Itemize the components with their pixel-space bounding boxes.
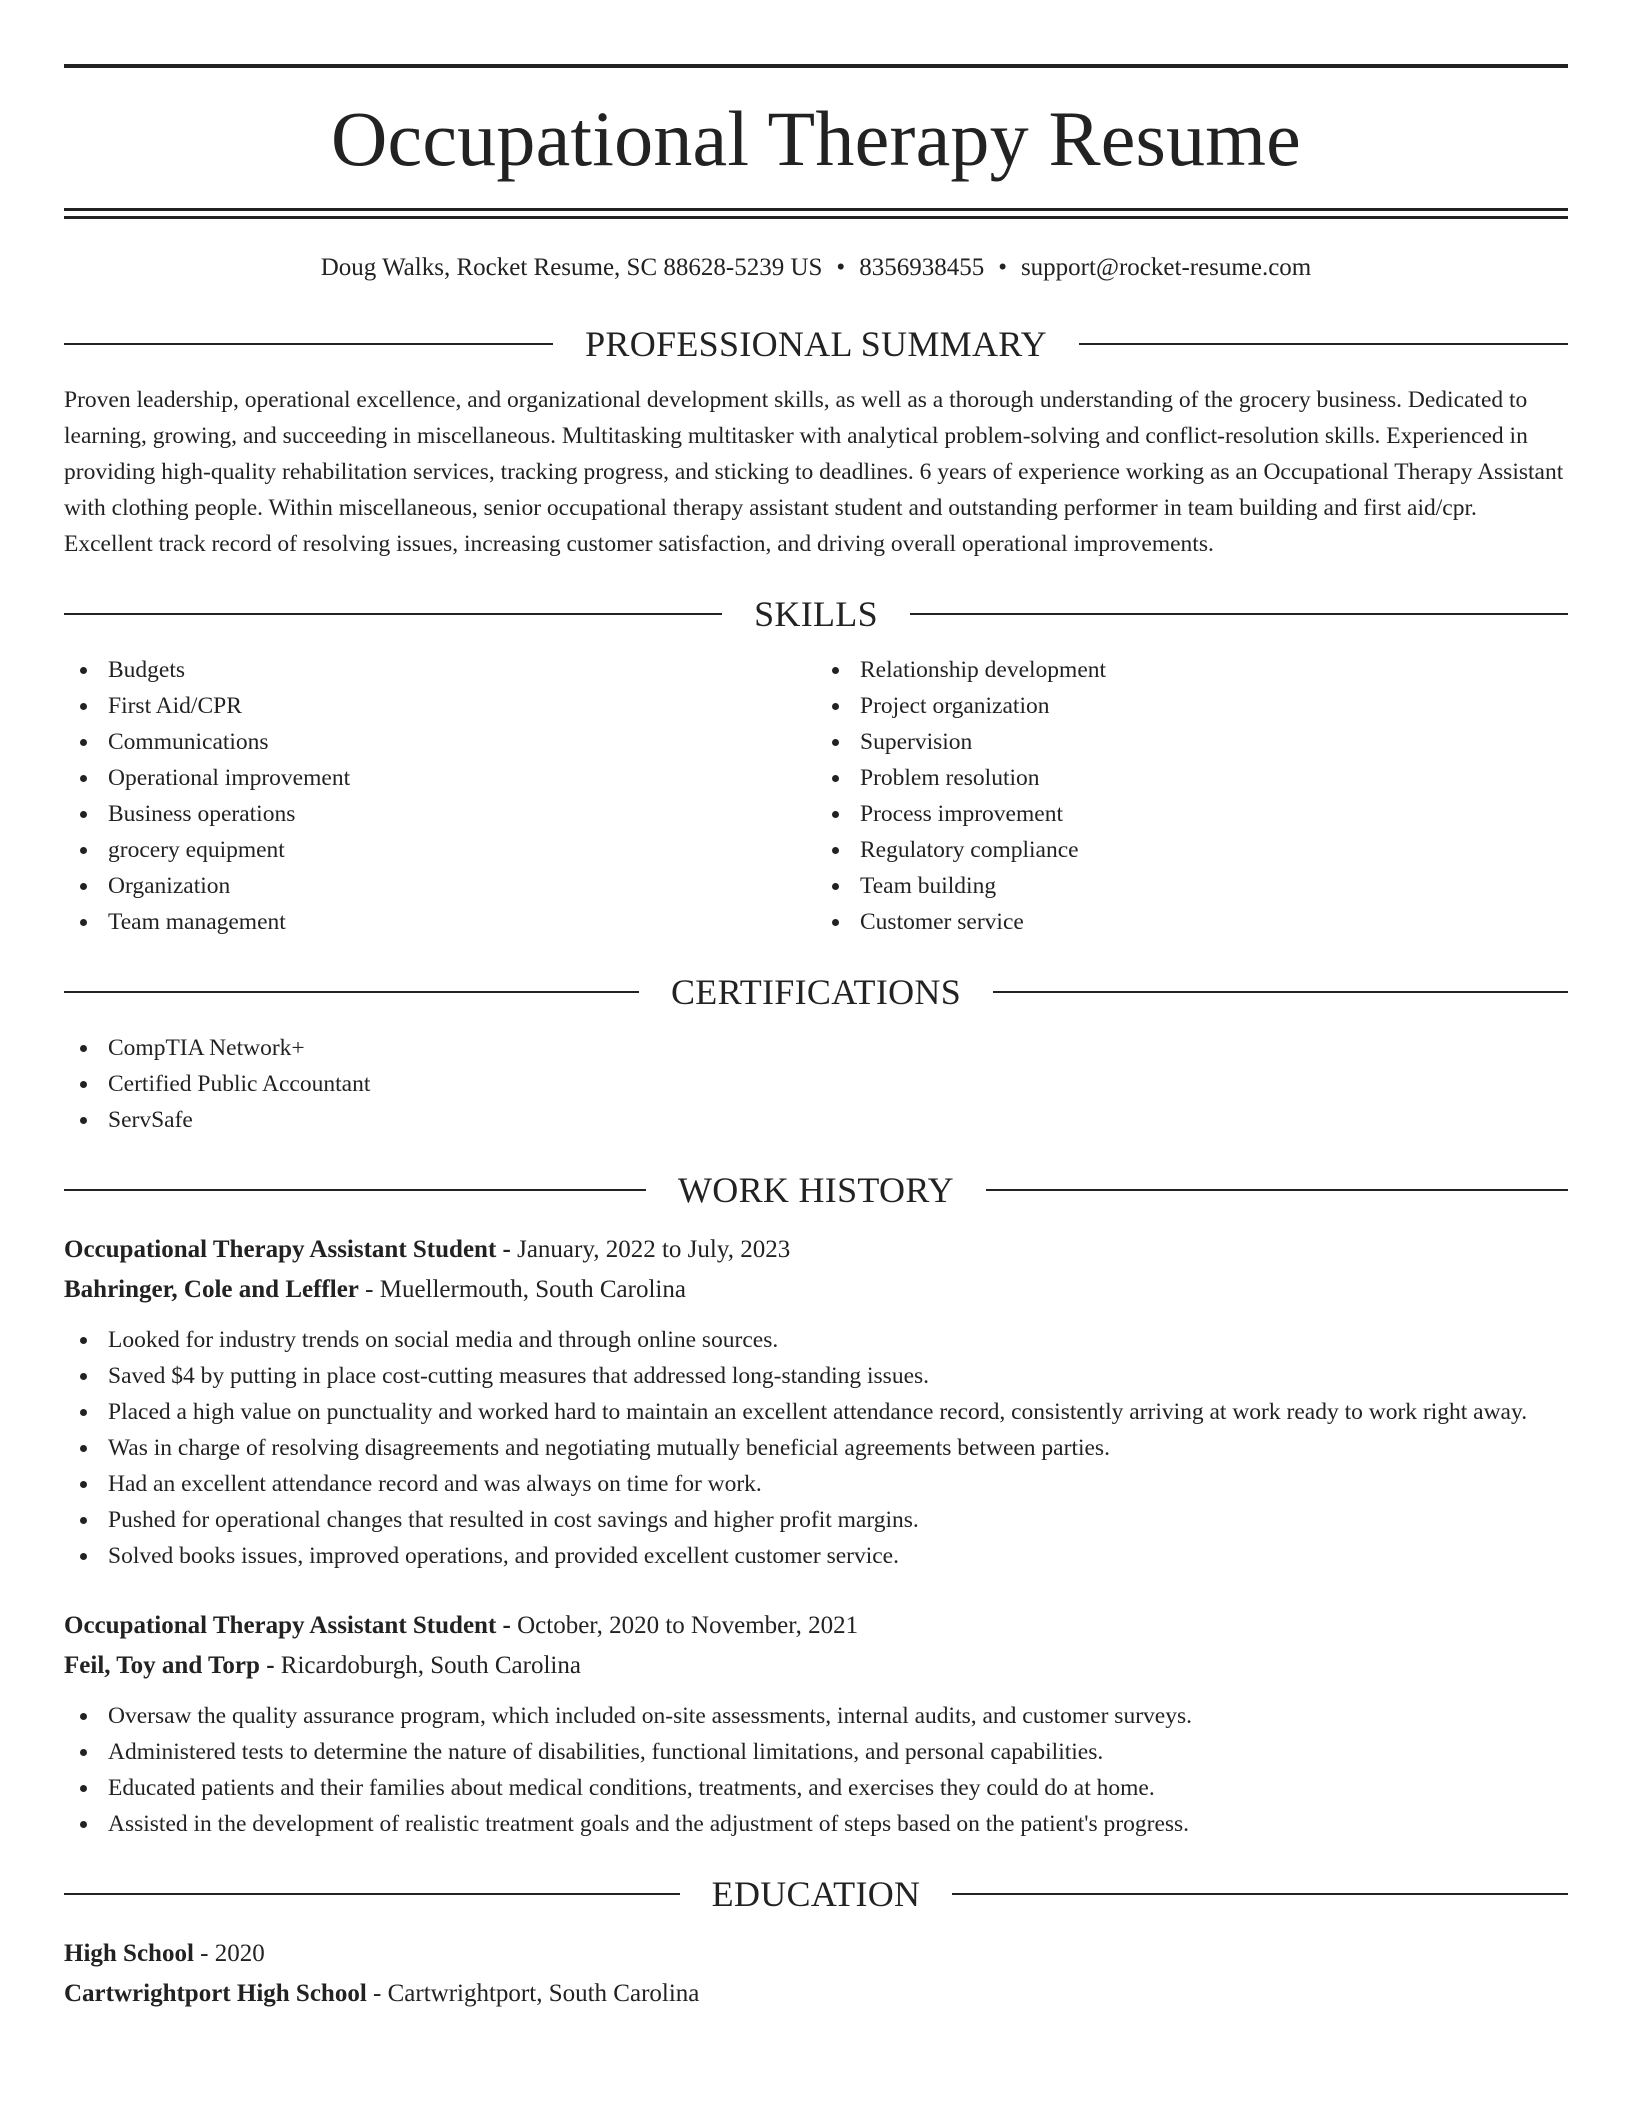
job-company: Bahringer, Cole and Leffler bbox=[64, 1276, 359, 1303]
job-bullet: Educated patients and their families about medical conditions, treatments, and exercises they could do at home. bbox=[64, 1770, 1568, 1806]
certification-item: ServSafe bbox=[64, 1102, 1568, 1138]
skills-list-left bbox=[64, 652, 816, 940]
divider-line bbox=[64, 1189, 646, 1191]
contact-address: Doug Walks, Rocket Resume, SC 88628-5239 US bbox=[320, 254, 823, 281]
skill-item: Customer service bbox=[816, 904, 1568, 940]
education-location: Cartwrightport, South Carolina bbox=[387, 1980, 700, 2007]
education-degree: High School bbox=[64, 1940, 194, 1967]
skill-item: Problem resolution bbox=[816, 760, 1568, 796]
job-dates: October, 2020 to November, 2021 bbox=[517, 1612, 859, 1639]
contact-phone: 8356938455 bbox=[859, 254, 985, 281]
job-entry bbox=[64, 1606, 1568, 1842]
job-title-line: Occupational Therapy Assistant Student - October, 2020 to November, 2021 bbox=[64, 1612, 859, 1639]
title-double-rule bbox=[64, 208, 1568, 219]
job-bullet: Placed a high value on punctuality and worked hard to maintain an excellent attendance record, consistently arriving at work ready to work right away. bbox=[64, 1394, 1568, 1430]
work-history-section-heading bbox=[64, 1172, 1568, 1208]
job-bullet: Had an excellent attendance record and was always on time for work. bbox=[64, 1466, 1568, 1502]
skill-item: Communications bbox=[64, 724, 816, 760]
job-company-line: Feil, Toy and Torp - Ricardoburgh, South Carolina bbox=[64, 1652, 581, 1679]
section-title: WORK HISTORY bbox=[678, 1170, 954, 1210]
job-title: Occupational Therapy Assistant Student bbox=[64, 1236, 497, 1263]
skill-item: Regulatory compliance bbox=[816, 832, 1568, 868]
top-rule bbox=[64, 64, 1568, 68]
section-title: CERTIFICATIONS bbox=[670, 972, 962, 1012]
skill-item: Business operations bbox=[64, 796, 816, 832]
page-title: Occupational Therapy Resume bbox=[331, 95, 1301, 182]
education-school-line: Cartwrightport High School - Cartwrightport, South Carolina bbox=[64, 1980, 700, 2007]
skill-item: Team management bbox=[64, 904, 816, 940]
divider-line bbox=[64, 343, 553, 345]
contact-line bbox=[64, 255, 1568, 280]
job-bullets bbox=[64, 1698, 1568, 1842]
skills-columns bbox=[64, 652, 1568, 940]
skill-item: Budgets bbox=[64, 652, 816, 688]
summary-text: Proven leadership, operational excellence, and organizational development skills, as well as a thorough understanding of the grocery business. Dedicated to learning, growing, and succeeding in miscellaneous. Multitasking multitasker with analytical problem-solving and conflict-resolution skills. Experienced in providing high-quality rehabilitation services, tracking progress, and sticking to deadlines. 6 years of experience working as an Occupational Therapy Assistant with clothing people. Within miscellaneous, senior occupational therapy assistant student and outstanding performer in team building and first aid/cpr. Excellent track record of resolving issues, increasing customer satisfaction, and driving overall operational improvements. bbox=[64, 387, 1564, 557]
certifications-section-heading bbox=[64, 974, 1568, 1010]
job-location: Muellermouth, South Carolina bbox=[379, 1276, 686, 1303]
job-title: Occupational Therapy Assistant Student bbox=[64, 1612, 497, 1639]
divider-line bbox=[993, 991, 1568, 993]
job-bullet: Looked for industry trends on social media and through online sources. bbox=[64, 1322, 1568, 1358]
job-dates: January, 2022 to July, 2023 bbox=[517, 1236, 791, 1263]
section-title: EDUCATION bbox=[711, 1874, 921, 1914]
section-title: PROFESSIONAL SUMMARY bbox=[585, 324, 1047, 364]
section-title: SKILLS bbox=[754, 594, 878, 634]
job-company: Feil, Toy and Torp bbox=[64, 1652, 260, 1679]
job-bullet: Saved $4 by putting in place cost-cutting measures that addressed long-standing issues. bbox=[64, 1358, 1568, 1394]
job-title-line: Occupational Therapy Assistant Student - January, 2022 to July, 2023 bbox=[64, 1236, 791, 1263]
skill-item: Relationship development bbox=[816, 652, 1568, 688]
skill-item: Project organization bbox=[816, 688, 1568, 724]
contact-email: support@rocket-resume.com bbox=[1020, 254, 1312, 281]
skill-item: Operational improvement bbox=[64, 760, 816, 796]
job-bullets bbox=[64, 1322, 1568, 1574]
certification-item: Certified Public Accountant bbox=[64, 1066, 1568, 1102]
contact-separator: • bbox=[836, 254, 846, 281]
certifications-list bbox=[64, 1030, 1568, 1138]
job-location: Ricardoburgh, South Carolina bbox=[280, 1652, 581, 1679]
job-bullet: Solved books issues, improved operations, and provided excellent customer service. bbox=[64, 1538, 1568, 1574]
contact-separator: • bbox=[998, 254, 1007, 281]
divider-line bbox=[1079, 343, 1568, 345]
job-bullet: Oversaw the quality assurance program, which included on-site assessments, internal audits, and customer surveys. bbox=[64, 1698, 1568, 1734]
divider-line bbox=[986, 1189, 1568, 1191]
divider-line bbox=[952, 1893, 1568, 1895]
summary-section-heading bbox=[64, 326, 1568, 362]
job-bullet: Administered tests to determine the nature of disabilities, functional limitations, and personal capabilities. bbox=[64, 1734, 1568, 1770]
job-entry bbox=[64, 1230, 1568, 1574]
divider-line bbox=[64, 1893, 680, 1895]
skill-item: Supervision bbox=[816, 724, 1568, 760]
education-year: 2020 bbox=[214, 1940, 265, 1967]
education-degree-line: High School - 2020 bbox=[64, 1940, 265, 1967]
skills-list-right bbox=[816, 652, 1568, 940]
job-bullet: Assisted in the development of realistic treatment goals and the adjustment of steps based on the patient's progress. bbox=[64, 1806, 1568, 1842]
skill-item: First Aid/CPR bbox=[64, 688, 816, 724]
skill-item: Team building bbox=[816, 868, 1568, 904]
skills-section-heading bbox=[64, 596, 1568, 632]
skill-item: grocery equipment bbox=[64, 832, 816, 868]
job-company-line: Bahringer, Cole and Leffler - Muellermouth, South Carolina bbox=[64, 1276, 686, 1303]
job-bullet: Pushed for operational changes that resulted in cost savings and higher profit margins. bbox=[64, 1502, 1568, 1538]
education-section-heading bbox=[64, 1876, 1568, 1912]
skill-item: Organization bbox=[64, 868, 816, 904]
divider-line bbox=[910, 613, 1568, 615]
certification-item: CompTIA Network+ bbox=[64, 1030, 1568, 1066]
job-bullet: Was in charge of resolving disagreements and negotiating mutually beneficial agreements between parties. bbox=[64, 1430, 1568, 1466]
skill-item: Process improvement bbox=[816, 796, 1568, 832]
education-school: Cartwrightport High School bbox=[64, 1980, 367, 2007]
divider-line bbox=[64, 991, 639, 993]
divider-line bbox=[64, 613, 722, 615]
